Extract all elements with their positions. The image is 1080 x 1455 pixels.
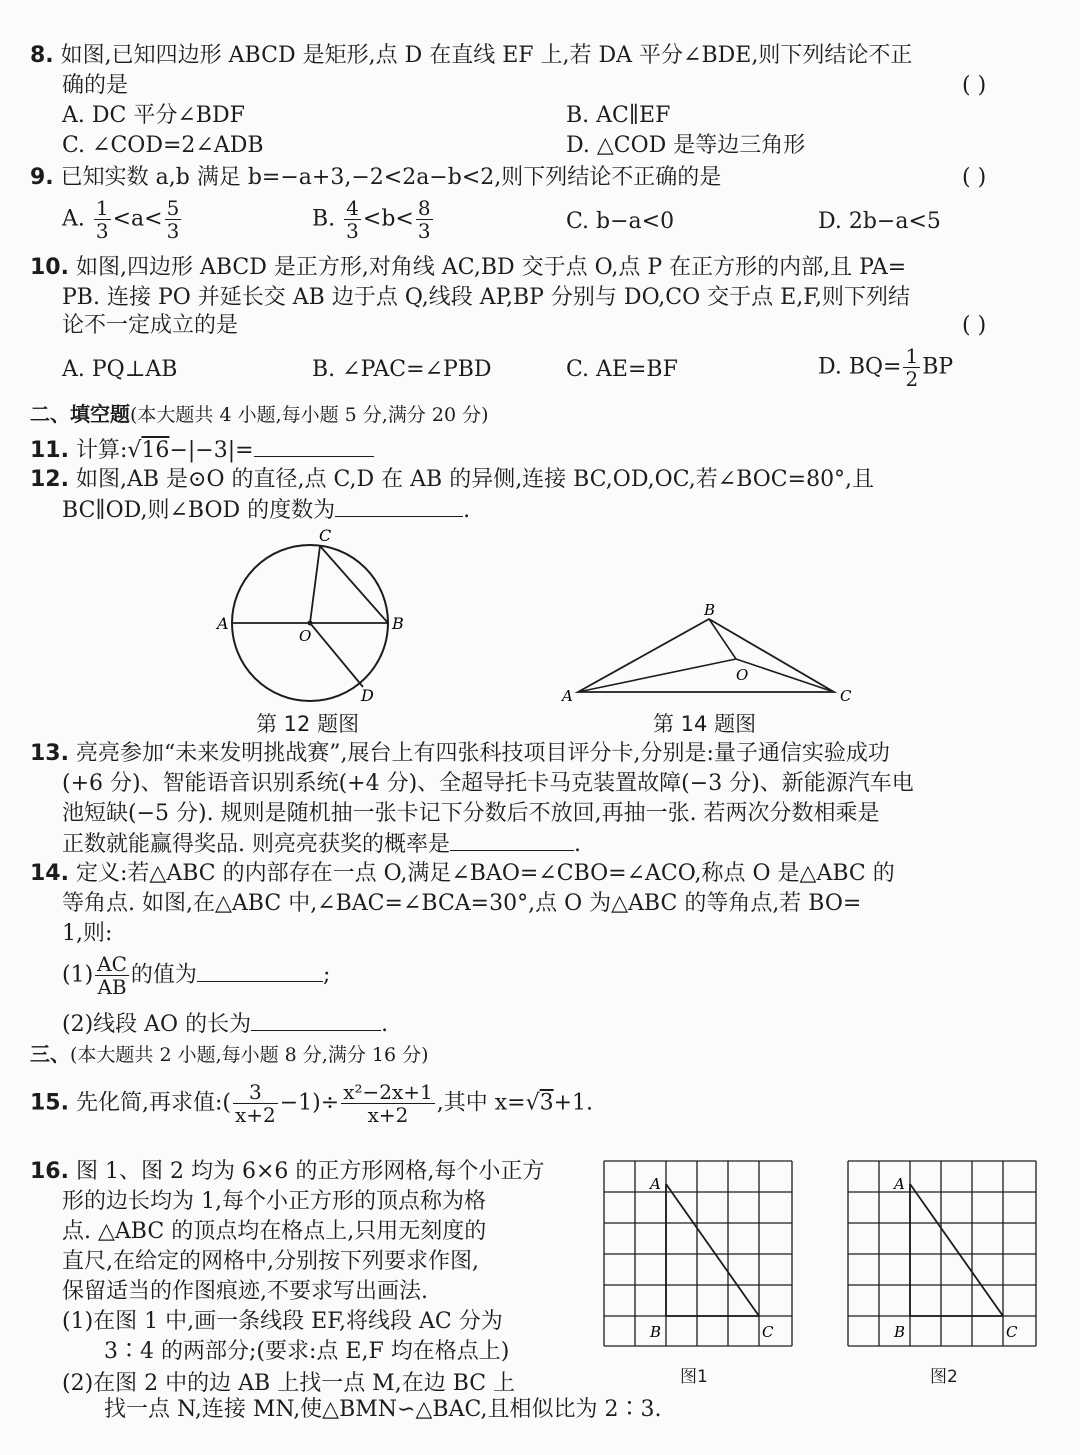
q13-answer-blank[interactable] (450, 830, 574, 851)
label-a: A (562, 687, 573, 705)
q16-line1 (30, 1158, 544, 1186)
q8-option-b: B. AC∥EF (566, 103, 671, 128)
q16-line2: 形的边长均为 1,每个小正方形的顶点称为格 (62, 1189, 486, 1214)
q13-stem-1: 亮亮参加“未来发明挑战赛”,展台上有四张科技项目评分卡,分别是:量子通信实验成功 (75, 741, 890, 766)
q12-stem-2: BC∥OD,则∠BOD 的度数为 (62, 498, 336, 523)
q11-radicand: 16 (141, 438, 170, 463)
label-c: C (840, 687, 852, 705)
label-b: B (704, 601, 716, 619)
section-2-title: 二、填空题 (30, 402, 130, 426)
grid-lines (848, 1161, 1036, 1346)
q9-option-b-frac1: $\frac{4}{3}$ (346, 196, 359, 243)
label-a: A (217, 614, 229, 633)
figure-14-caption: 第 14 题图 (653, 712, 757, 736)
q8-line1 (30, 42, 912, 70)
q13-stem-4: 正数就能赢得奖品. 则亮亮获奖的概率是 (62, 832, 450, 857)
q10-number: 10. (30, 255, 69, 280)
q16-number: 16. (30, 1159, 69, 1184)
segment-ao (578, 659, 736, 692)
label-b: B (392, 614, 404, 633)
q14-ac-over-ab: $\frac{AC}{AB}$ (97, 952, 127, 999)
q14-part1: (1) $\frac{AC}{AB}$ 的值为 ; (62, 952, 331, 999)
grid-figure-2 (846, 1158, 1042, 1348)
q16-part2-b: 找一点 N,连接 MN,使△BMN∽△BAC,且相似比为 2∶3. (104, 1397, 662, 1422)
section-2-heading (30, 400, 489, 429)
q10-line1 (30, 254, 906, 282)
section-3-title: 三、 (30, 1042, 70, 1066)
label-c: C (319, 526, 332, 545)
q12-line2: BC∥OD,则∠BOD 的度数为 . (62, 498, 471, 523)
q14-line2: 等角点. 如图,在△ABC 中,∠BAC=∠BCA=30°,点 O 为△ABC 的等角点,若 BO= (62, 891, 862, 916)
q8-option-d: D. △COD 是等边三角形 (566, 133, 806, 158)
label-a: A (650, 1175, 661, 1193)
q13-number: 13. (30, 741, 69, 766)
segment-od (310, 623, 363, 687)
q16-stem-1: 图 1、图 2 均为 6×6 的正方形网格,每个小正方 (75, 1159, 545, 1184)
q12-line1 (30, 466, 874, 494)
sqrt-symbol: √ (127, 438, 142, 463)
q8-stem: 如图,已知四边形 ABCD 是矩形,点 D 在直线 EF 上,若 DA 平分∠BDE,则下列结论不正 (60, 43, 913, 68)
q16-part2-a: (2)在图 2 中的边 AB 上找一点 M,在边 BC 上 (62, 1371, 516, 1396)
label-a: A (894, 1175, 905, 1193)
q16-part1-a: (1)在图 1 中,画一条线段 EF,将线段 AC 分为 (62, 1309, 503, 1334)
q14-part2-blank[interactable] (251, 1010, 381, 1031)
q9-answer-paren: ( ) (962, 165, 987, 190)
q9-option-a: A. $\frac{1}{3}$ <a< $\frac{5}{3}$ (62, 196, 180, 243)
q14-number: 14. (30, 861, 69, 886)
label-o: O (299, 627, 312, 645)
q9-option-a-frac1: $\frac{1}{3}$ (95, 196, 109, 243)
q9-option-d: D. 2b−a<5 (818, 209, 941, 234)
section-2-note: (本大题共 4 小题,每小题 5 分,满分 20 分) (130, 404, 489, 426)
q9-line1 (30, 164, 721, 192)
label-d: D (361, 686, 374, 705)
q10-stem-1: 如图,四边形 ABCD 是正方形,对角线 AC,BD 交于点 O,点 P 在正方形的内部,且 PA= (75, 255, 907, 280)
figure-12-caption: 第 12 题图 (256, 712, 360, 736)
segment-ac (910, 1184, 1003, 1316)
figure-12 (215, 525, 415, 710)
q8-option-c: C. ∠COD=2∠ADB (62, 133, 264, 158)
q12-stem-1: 如图,AB 是⊙O 的直径,点 C,D 在 AB 的异侧,连接 BC,OD,OC,若∠BOC=80°,且 (75, 467, 875, 492)
q9-option-b-label: B. (312, 206, 336, 232)
q10-option-d: D. BQ= $\frac{1}{2}$ BP (818, 344, 954, 391)
grid-lines (604, 1161, 792, 1346)
q16-line4: 直尺,在给定的网格中,分别按下列要求作图, (62, 1249, 479, 1274)
q11-number: 11. (30, 438, 69, 463)
grid-figure-1 (602, 1158, 798, 1348)
grid-figure-1-caption: 图1 (680, 1367, 708, 1387)
q14-part1-blank[interactable] (197, 961, 323, 982)
q10-option-d-frac: $\frac{1}{2}$ (905, 344, 919, 391)
q10-line2: PB. 连接 PO 并延长交 AB 边于点 Q,线段 AP,BP 分别与 DO,CO 交于点 E,F,则下列结 (62, 285, 911, 310)
center-point (308, 621, 313, 626)
q16-part1-b: 3∶4 的两部分;(要求:点 E,F 均在格点上) (104, 1339, 510, 1364)
q8-answer-paren: ( ) (962, 73, 987, 98)
q16-line3: 点. △ABC 的顶点均在格点上,只用无刻度的 (62, 1219, 487, 1244)
q10-option-c: C. AE=BF (566, 357, 678, 382)
label-c: C (762, 1323, 774, 1341)
q11-answer-blank[interactable] (254, 436, 374, 457)
q10-answer-paren: ( ) (962, 313, 987, 338)
segment-oc (310, 546, 320, 623)
q8-option-a: A. DC 平分∠BDF (62, 103, 245, 128)
q14-stem-1: 定义:若△ABC 的内部存在一点 O,满足∠BAO=∠CBO=∠ACO,称点 O 是△ABC 的 (75, 861, 895, 886)
sqrt-symbol: √ (525, 1090, 540, 1116)
figure-14 (556, 595, 866, 710)
q9-option-a-label: A. (62, 206, 85, 232)
q10-option-b: B. ∠PAC=∠PBD (312, 357, 492, 382)
q9-option-b-frac2: $\frac{8}{3}$ (417, 196, 431, 243)
segment-ac (666, 1184, 759, 1316)
q15-frac-1: $\frac{3}{x+2}$ (234, 1080, 276, 1127)
q14-part2: (2)线段 AO 的长为 . (62, 1012, 389, 1037)
q13-line4: 正数就能赢得奖品. 则亮亮获奖的概率是 . (62, 832, 581, 857)
q9-stem: 已知实数 a,b 满足 b=−a+3,−2<2a−b<2,则下列结论不正确的是 (60, 165, 722, 190)
q13-line2: (+6 分)、智能语音识别系统(+4 分)、全超导托卡马克装置故障(−3 分)、新能源汽车电 (62, 771, 914, 796)
q8-line2: 确的是 (62, 73, 129, 98)
q9-number: 9. (30, 165, 54, 190)
q12-number: 12. (30, 467, 69, 492)
q11-line: 11. 计算:√16−|−3|= (30, 436, 374, 465)
grid-figure-2-caption: 图2 (930, 1367, 958, 1387)
q9-option-a-frac2: $\frac{5}{3}$ (166, 196, 180, 243)
q12-answer-blank[interactable] (335, 496, 463, 517)
label-o: O (736, 666, 749, 684)
section-3-heading (30, 1040, 429, 1069)
label-b: B (650, 1323, 662, 1341)
q15-line: 15. 先化简,再求值:( $\frac{3}{x+2}$ −1)÷ $\frac{\text{x²−2x+1}}{x+2}$ ,其中 x=√3+1. (30, 1080, 594, 1127)
q15-frac-2: $\frac{\text{x²−2x+1}}{x+2}$ (343, 1080, 433, 1127)
triangle-abc (578, 619, 834, 692)
q14-line3: 1,则: (62, 921, 113, 946)
q16-line5: 保留适当的作图痕迹,不要求写出画法. (62, 1279, 428, 1304)
q15-number: 15. (30, 1090, 69, 1116)
q13-line1 (30, 740, 890, 768)
label-b: B (894, 1323, 906, 1341)
q8-number: 8. (30, 43, 54, 68)
segment-bo (709, 619, 736, 659)
section-3-note: (本大题共 2 小题,每小题 8 分,满分 16 分) (70, 1044, 429, 1066)
q10-line3: 论不一定成立的是 (62, 313, 239, 338)
q10-option-a: A. PQ⊥AB (62, 357, 178, 382)
label-c: C (1006, 1323, 1018, 1341)
q9-option-c: C. b−a<0 (566, 209, 675, 234)
q14-line1 (30, 860, 895, 888)
q9-option-b: B. $\frac{4}{3}$ <b< $\frac{8}{3}$ (312, 196, 431, 243)
q13-line3: 池短缺(−5 分). 规则是随机抽一张卡记下分数后不放回,再抽一张. 若两次分数相乘是 (62, 801, 880, 826)
